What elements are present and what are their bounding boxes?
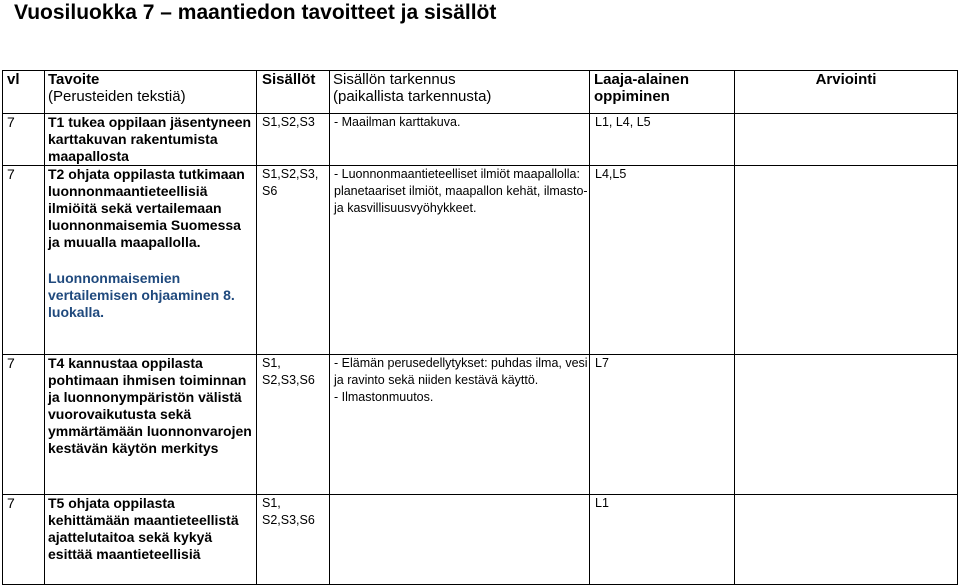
row-transversal: L7 [590,355,735,495]
row-contents: S1,S2,S3 [257,114,330,166]
header-sisallot [257,71,330,114]
table-row [3,495,958,585]
header-arviointi [735,71,958,114]
row-goal-text: T4 kannustaa oppilasta pohtimaan ihmisen toiminnan ja luonnonympäristön välistä vuorovaikutusta sekä ymmärtämään luonnonvarojen kestävän käytön merkitys [48,355,252,456]
table-row [3,355,958,495]
row-vl: 7 [3,114,45,166]
row-goal-text: T2 ohjata oppilasta tutkimaan luonnonmaantieteellisiä ilmiöitä sekä vertailemaan luonnonmaisemia Suomessa ja muualla maapallolla. [48,166,245,250]
row-details-text: - Luonnonmaantieteelliset ilmiöt maapallolla: planetaariset ilmiöt, maapallon kehät, ilmasto- ja kasvillisuusvyöhykkeet. [334,167,588,215]
header-vl-label: vl [7,71,20,88]
row-contents: S1, S2,S3,S6 [257,495,330,585]
row-contents: S1, S2,S3,S6 [257,355,330,495]
row-goal [45,495,257,585]
row-vl: 7 [3,355,45,495]
curriculum-table [2,70,958,585]
header-laaja-sub: oppiminen [594,88,670,105]
row-details-text-2: - Ilmastonmuutos. [334,390,434,404]
row-goal [45,166,257,355]
header-tavoite [45,71,257,114]
row-details: - Maailman karttakuva. [330,114,590,166]
header-arviointi-label: Arviointi [815,71,877,88]
table-row [3,166,958,355]
row-transversal: L1, L4, L5 [590,114,735,166]
header-tarkennus-sub: (paikallista tarkennusta) [333,88,492,105]
header-sisallot-label: Sisällöt [262,71,316,88]
row-goal-text: T1 tukea oppilaan jäsentyneen karttakuvan rakentumista maapallosta [48,114,252,164]
row-details [330,166,590,355]
row-contents: S1,S2,S3, S6 [257,166,330,355]
row-assessment [735,114,958,166]
table-row [3,114,958,166]
header-laaja [590,71,735,114]
header-row [3,71,958,114]
row-vl: 7 [3,166,45,355]
row-details [330,355,590,495]
row-assessment [735,355,958,495]
row-goal [45,114,257,166]
row-details-text: - Elämän perusedellytykset: puhdas ilma, vesi ja ravinto sekä niiden kestävä käyttö. [334,356,588,387]
row-assessment [735,495,958,585]
row-goal [45,355,257,495]
row-vl: 7 [3,495,45,585]
header-tavoite-label: Tavoite [48,71,100,88]
row-goal-text: T5 ohjata oppilasta kehittämään maantieteellistä ajattelutaitoa sekä kykyä esittää maantieteellisiä [48,495,239,562]
header-tavoite-sub: (Perusteiden tekstiä) [48,88,186,105]
header-laaja-label: Laaja-alainen [594,71,690,88]
header-tarkennus-label: Sisällön tarkennus [333,71,456,88]
page-title: Vuosiluokka 7 – maantiedon tavoitteet ja sisällöt [14,1,497,24]
row-assessment [735,166,958,355]
header-tarkennus [330,71,590,114]
header-vl [3,71,45,114]
row-transversal: L4,L5 [590,166,735,355]
row-goal-note: Luonnonmaisemien vertailemisen ohjaaminen 8. luokalla. [48,270,235,320]
row-details [330,495,590,585]
row-transversal: L1 [590,495,735,585]
